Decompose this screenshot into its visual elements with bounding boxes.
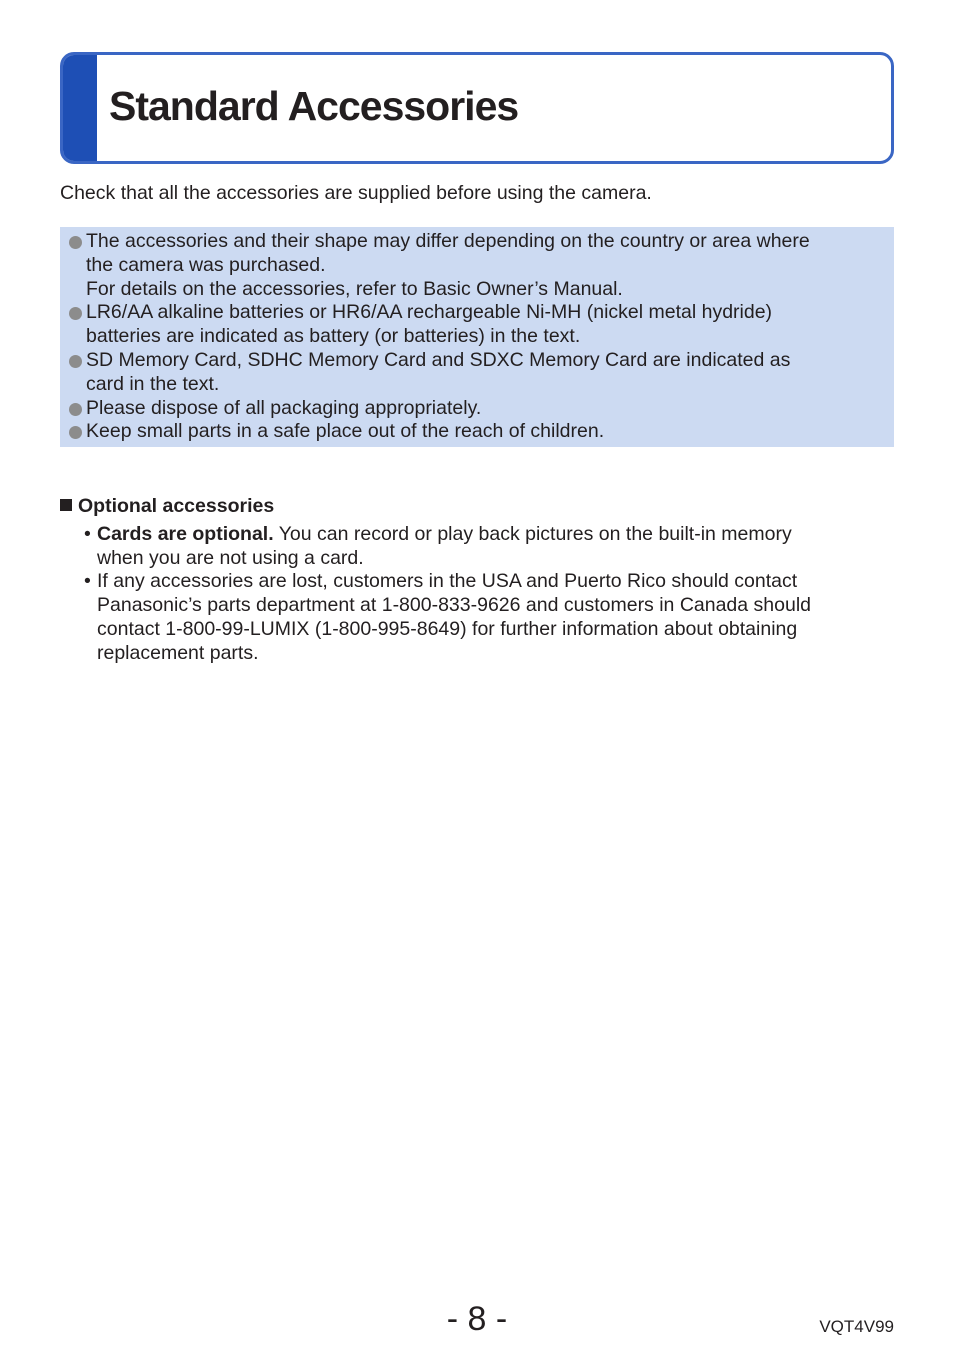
page-number: - 8 -	[446, 1300, 508, 1338]
note-item	[68, 301, 894, 349]
note-line: batteries are indicated as battery (or batteries) in the text.	[86, 325, 581, 348]
bold-lead: Cards are optional.	[97, 523, 274, 545]
list-item-text: You can record or play back pictures on the built-in memory	[273, 523, 792, 545]
list-item-first-line	[97, 570, 884, 594]
bullet-icon	[69, 307, 82, 320]
bullet-icon	[69, 403, 82, 416]
note-line: SD Memory Card, SDHC Memory Card and SDXC Memory Card are indicated as	[86, 348, 791, 371]
list-item	[84, 570, 884, 665]
note-line: card in the text.	[86, 372, 220, 395]
note-item	[68, 420, 894, 444]
section-heading	[60, 495, 274, 518]
list-item-line: contact 1-800-99-LUMIX (1-800-995-8649) for further information about obtaining	[97, 617, 798, 640]
list-item-line: when you are not using a card.	[97, 546, 364, 569]
note-line: Keep small parts in a safe place out of the reach of children.	[86, 420, 605, 443]
note-item	[68, 397, 894, 421]
bullet-glyph: •	[84, 523, 91, 545]
bullet-icon	[69, 426, 82, 439]
section-heading-label: Optional accessories	[78, 495, 275, 517]
page-title: Standard Accessories	[109, 83, 519, 129]
title-accent-bar	[63, 55, 97, 161]
title-banner	[60, 52, 894, 164]
note-line: the camera was purchased.	[86, 253, 326, 276]
note-line: Please dispose of all packaging appropriately.	[86, 396, 482, 419]
square-bullet-icon	[60, 499, 72, 511]
list-item-first-line	[97, 523, 884, 547]
list-item-text: If any accessories are lost, customers in the USA and Puerto Rico should contact	[97, 570, 798, 593]
list-item	[84, 523, 884, 570]
bullet-glyph: •	[84, 570, 91, 593]
optional-accessories-list	[84, 523, 884, 665]
notes-box	[60, 227, 894, 447]
note-line: For details on the accessories, refer to Basic Owner’s Manual.	[86, 277, 623, 300]
note-item	[68, 349, 894, 397]
note-line: The accessories and their shape may differ depending on the country or area where	[86, 230, 810, 252]
intro-text: Check that all the accessories are supplied before using the camera.	[60, 182, 652, 204]
note-item	[68, 230, 894, 301]
note-line: LR6/AA alkaline batteries or HR6/AA rechargeable Ni-MH (nickel metal hydride)	[86, 301, 773, 324]
model-code: VQT4V99	[819, 1317, 894, 1336]
bullet-icon	[69, 236, 82, 249]
bullet-icon	[69, 355, 82, 368]
list-item-line: replacement parts.	[97, 641, 259, 664]
list-item-line: Panasonic’s parts department at 1-800-833-9626 and customers in Canada should	[97, 594, 812, 617]
